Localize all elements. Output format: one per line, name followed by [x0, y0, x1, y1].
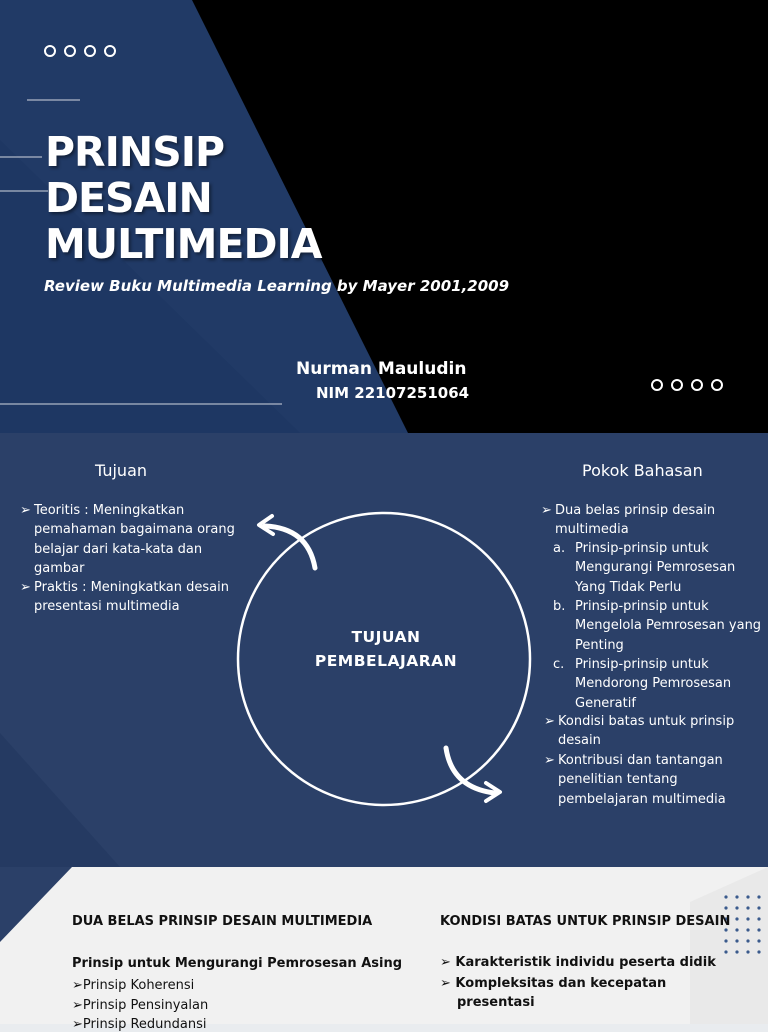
pokok-intro-line-2: multimedia — [555, 522, 629, 538]
arrow-bullet-icon: ➢ — [541, 503, 552, 518]
grid-dot — [735, 950, 738, 953]
boundary-item-1 — [440, 955, 716, 970]
tujuan-item-2-line-1: Praktis : Meningkatkan desain — [34, 580, 229, 595]
principle-item-2-text: Prinsip Pensinyalan — [82, 998, 209, 1013]
subtitle: Review Buku Multimedia Learning by Mayer 2001,2009 — [44, 277, 510, 295]
sub-b-line-2: Mengelola Pemrosesan yang — [575, 618, 762, 634]
kondisi-line-2: desain — [558, 733, 601, 749]
pokok-intro-line-1: Dua belas prinsip desain — [555, 503, 716, 518]
grid-dot — [735, 906, 738, 909]
grid-dot — [746, 950, 749, 953]
grid-dot — [735, 928, 738, 931]
circle-label-line-2: PEMBELAJARAN — [314, 652, 458, 670]
kontribusi-line-2: penelitian tentang — [558, 772, 678, 788]
grid-dot — [757, 928, 760, 931]
arrow-bullet-icon: ➢ — [72, 978, 83, 993]
tujuan-item-1-line-1: Teoritis : Meningkatkan — [34, 503, 185, 518]
sub-a-line-1: Prinsip-prinsip untuk — [575, 541, 709, 556]
title-line-2: DESAIN — [45, 174, 212, 222]
sub-c-line-1: Prinsip-prinsip untuk — [575, 657, 709, 672]
grid-dot — [757, 895, 760, 898]
pokok-bahasan-heading: Pokok Bahasan — [582, 461, 703, 480]
grid-dot — [724, 895, 727, 898]
objectives-slide — [0, 433, 768, 867]
author-nim: NIM 22107251064 — [316, 384, 470, 402]
arrow-bullet-icon: ➢ — [20, 503, 31, 518]
grid-dot — [746, 917, 749, 920]
grid-dot — [724, 906, 727, 909]
principles-slide — [0, 867, 768, 1032]
arrow-bullet-icon: ➢ — [440, 955, 456, 970]
sub-c-line-3: Generatif — [575, 695, 636, 711]
arrow-bullet-icon: ➢ — [72, 1017, 83, 1032]
tujuan-heading: Tujuan — [95, 461, 148, 480]
principle-item-3 — [72, 1017, 207, 1032]
kontribusi-line-1: Kontribusi dan tantangan — [558, 753, 723, 768]
grid-dot — [735, 895, 738, 898]
arrow-bullet-icon: ➢ — [20, 580, 31, 595]
decorative-dots-right — [651, 376, 731, 395]
tujuan-item-1-line-3: belajar dari kata-kata dan — [34, 541, 203, 557]
grid-dot — [757, 950, 760, 953]
kondisi-line-1: Kondisi batas untuk prinsip — [558, 714, 735, 729]
boundary-item-1-text: Karakteristik individu peserta didik — [455, 955, 716, 970]
circle-label-line-1: TUJUAN — [351, 628, 421, 646]
pokok-item-kontribusi — [544, 751, 766, 809]
grid-dot — [746, 928, 749, 931]
grid-dot — [735, 939, 738, 942]
boundary-item-2-line-1: Kompleksitas dan kecepatan — [455, 976, 667, 991]
grid-dot — [724, 950, 727, 953]
sub-c-line-2: Mendorong Pemrosesan — [575, 676, 732, 692]
principle-item-1 — [72, 978, 194, 993]
pokok-sub-c — [553, 655, 768, 713]
boundary-heading: KONDISI BATAS UNTUK PRINSIP DESAIN — [440, 914, 731, 929]
tujuan-item-1 — [20, 501, 254, 578]
boundary-item-2-line-2: presentasi — [457, 995, 535, 1010]
tujuan-item-2 — [20, 578, 254, 617]
grid-dot — [735, 917, 738, 920]
tujuan-item-1-line-4: gambar — [34, 560, 85, 576]
arrow-bullet-icon: ➢ — [544, 714, 555, 729]
sub-a-line-2: Mengurangi Pemrosesan — [575, 560, 736, 576]
grid-dot — [746, 939, 749, 942]
grid-dot — [757, 917, 760, 920]
decorative-dots-top — [44, 42, 124, 61]
principle-item-2 — [72, 998, 208, 1013]
boundary-item-2 — [440, 974, 666, 1012]
sub-marker: b. — [553, 599, 566, 614]
principles-heading: DUA BELAS PRINSIP DESAIN MULTIMEDIA — [72, 914, 373, 929]
grid-dot — [746, 895, 749, 898]
principles-subheading: Prinsip untuk Mengurangi Pemrosesan Asing — [72, 956, 403, 971]
pokok-sub-a — [553, 539, 768, 597]
sub-b-line-1: Prinsip-prinsip untuk — [575, 599, 709, 614]
circle-label — [296, 625, 476, 673]
title-line-3: MULTIMEDIA — [45, 220, 322, 268]
title-line-1: PRINSIP — [45, 128, 225, 176]
grid-dot — [724, 939, 727, 942]
title-slide — [0, 0, 768, 433]
arrow-bullet-icon: ➢ — [72, 998, 83, 1013]
principle-item-1-text: Prinsip Koherensi — [82, 978, 195, 993]
grid-dot — [757, 939, 760, 942]
sub-a-line-3: Yang Tidak Perlu — [575, 579, 682, 595]
tujuan-item-2-line-2: presentasi multimedia — [34, 599, 180, 615]
tujuan-item-1-line-2: pemahaman bagaimana orang — [34, 522, 235, 538]
pokok-intro — [541, 501, 765, 540]
arrow-bullet-icon: ➢ — [544, 753, 555, 768]
grid-dot — [757, 906, 760, 909]
pokok-item-kondisi — [544, 712, 766, 751]
sub-marker: a. — [553, 541, 566, 556]
arrow-bullet-icon: ➢ — [440, 976, 456, 991]
author-name: Nurman Mauludin — [296, 359, 467, 379]
sub-marker: c. — [553, 657, 565, 672]
grid-dot — [746, 906, 749, 909]
kontribusi-line-3: pembelajaran multimedia — [558, 791, 726, 807]
pokok-sub-b — [553, 597, 768, 655]
principle-item-3-text: Prinsip Redundansi — [82, 1017, 207, 1032]
sub-b-line-3: Penting — [575, 637, 624, 653]
